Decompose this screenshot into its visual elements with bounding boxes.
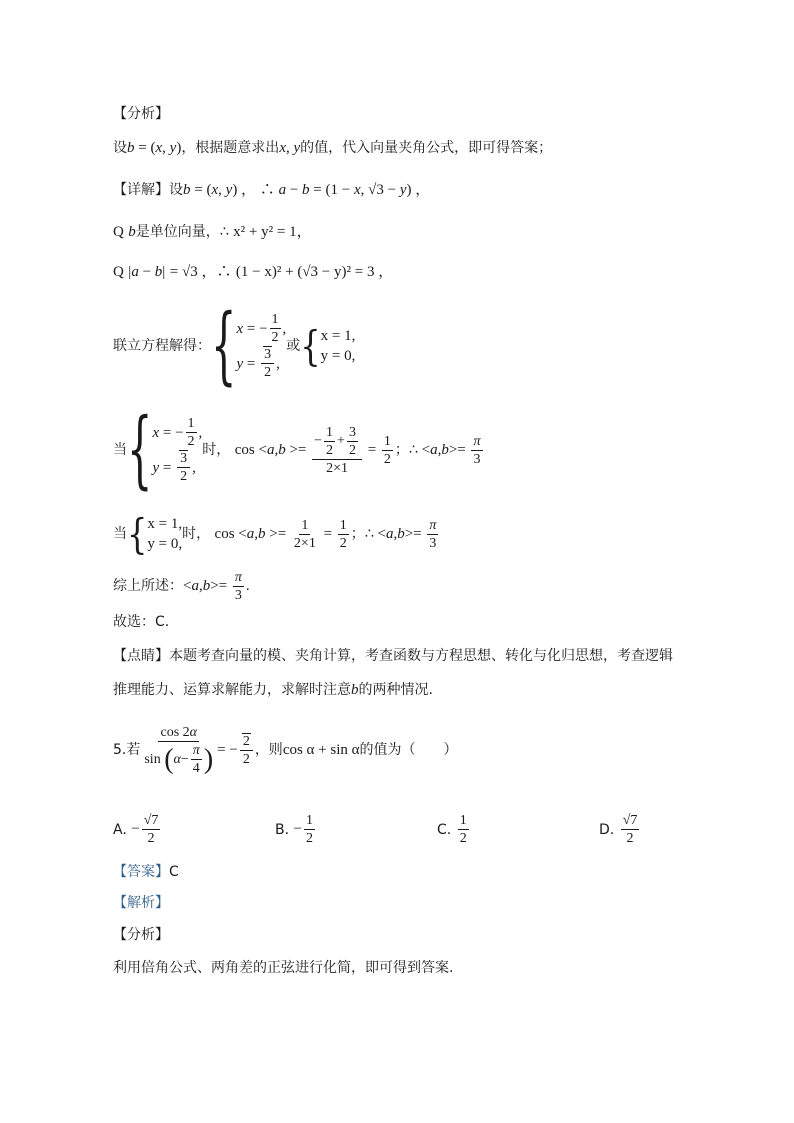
comment-tag: 【点睛】 [113,648,169,664]
detail-formula: b = (x, y) ， ∴ a − b = (1 − x, √3 − y) ， [183,182,431,198]
modulus-line: Q |a − b| = √3 ，∴ (1 − x)² + (√3 − y)² = 3 ， [113,264,394,280]
analysis-heading [113,104,169,124]
solution-line: 联立方程解得： { x = − $\frac{1}{2}$ , y = $\frac{3}{2}$ , 或 { x = 1, y = 0, [113,297,356,395]
case1-line: 当 { x = − $\frac{1}{2}$ , y = $\frac{3}{2}$ , 时， cos < a,b >= − $\frac{1}{2}$ + $\frac{3}{2}$ 2×1 = $\frac{1}{2}$ ；∴ <a,b>= $\frac{\pi}{3}$ [113,401,481,499]
vector-b-def: b = (x, y) [127,140,182,156]
explain-tag: 【解析】 [113,895,169,911]
option-c[interactable]: C. $\frac{1}{2}$ [437,813,467,846]
answer-value: C [169,864,179,880]
explain-line [113,893,169,913]
summary-line: 综上所述： <a,b>= $\frac{\pi}{3}$ . [113,569,250,603]
analysis2-heading: 【分析】 [113,927,169,943]
option-a[interactable]: A. − $\frac{√7}{2}$ [113,813,159,846]
option-d[interactable]: D. $\frac{√7}{2}$ [599,813,638,846]
unit-vector-line: Q b是单位向量，∴ x² + y² = 1， [113,224,312,240]
question-5: 5.若 cos 2α sin ( α − $\frac{\pi}{4}$ ) = − $\frac{2}{2}$ ，则 cos α + sin α 的值为（ ） [113,724,458,776]
detail-tag: 【详解】 [113,182,169,198]
option-b[interactable]: B. − $\frac{1}{2}$ [275,813,313,846]
solution-system-1: x = − $\frac{1}{2}$ , y = $\frac{3}{2}$ , [236,312,287,380]
analysis-line: 设b = (x, y)，根据题意求出x, y的值，代入向量夹角公式，即可得答案； [113,140,553,156]
question-fraction: cos 2α sin ( α − $\frac{\pi}{4}$ ) [144,724,214,776]
options-row [113,812,673,852]
answer-tag: 【答案】 [113,864,169,880]
analysis-tag: 【分析】 [113,106,169,122]
comment-line-1: 【点睛】本题考查向量的模、夹角计算，考查函数与方程思想、转化与化归思想，考查逻辑 [113,648,673,664]
choose-line: 故选：C. [113,614,170,630]
case2-line: 当 { x = 1, y = 0, 时， cos < a,b >= $\frac{1}{2\times 1}$ = $\frac{1}{2}$ ；∴ <a,b>= $\frac{\pi}{3}$ [113,509,437,559]
detail-line: 【详解】设b = (x, y) ， ∴ a − b = (1 − x, √3 − y) ， [113,182,431,198]
comment-line-2: 推理能力、运算求解能力，求解时注意b的两种情况. [113,682,433,698]
solution-system-2: x = 1, y = 0, [320,328,356,364]
analysis2-text: 利用倍角公式、两角差的正弦进行化简，即可得到答案. [113,960,454,976]
answer-line [113,862,179,882]
case1-fraction: − $\frac{1}{2}$ + $\frac{3}{2}$ 2×1 [312,424,362,477]
